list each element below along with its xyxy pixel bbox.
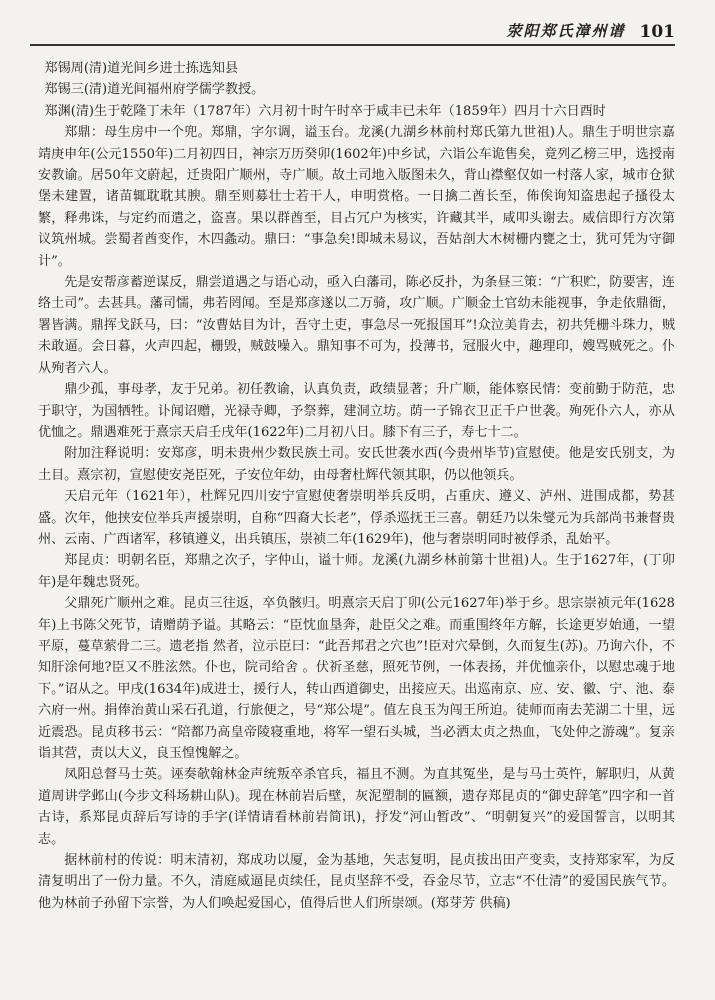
entry-zheng-kunzhen: 郑昆贞：明朝名臣，郑鼎之次子，字仲山，谥十师。龙溪(九湖乡林前第十世祖)人。生于1627年，(丁卯年)是年魏忠贤死。 bbox=[38, 553, 675, 590]
paragraph-annotation: 附加注释说明：安郑彦，明未贵州少数民族土司。安氏世袭水西(今贵州毕节)宣慰使。他是安氏别支，为土目。熹宗初，宣慰使安尧臣死，子安位年幼，由母奢杜辉代领其职，仍以他领兵。 bbox=[38, 446, 675, 483]
entry-zheng-ding: 郑鼎：母生房中一个兜。郑鼎，字尔调，谥玉台。龙溪(九湖乡林前村郑氏第九世祖)人。鼎生于明世宗嘉靖庚申年(公元1550年)二月初四日，神宗万历癸卯(1602年)中乡试，六诣公车诡售矣，竟列乙榜三甲，选授南安教谕。居50年文蔚起，迁贵阳广顺州，寺广顺。故土司地入版图未久，背山襟壑仅如一村落人家，城市仓狱堡未建置，诸苗辄耽耽其腴。鼎至则募壮士若干人，申明赏格。一日擒二酋长至，佈俟询知盗患起子搔役太繁，释弗诛，与定约而遣之，盗喜。果以群酋至，目占冗户为核实，许藏其半，咸叩头谢去。威信即行方次第议筑州城。尝蜀者酋变作，木四螽动。鼎曰：“事急矣!即城未易议，吾姑剖大木树栅内甕之士，犹可凭为守御计”。 bbox=[38, 125, 676, 269]
entry-zheng-xisan: 郑锡三(清)道光间福州府学儒学教授。 bbox=[44, 82, 265, 98]
book-title: 荥阳郑氏漳州谱 bbox=[506, 22, 626, 40]
paragraph-tianqi-history: 天启元年（1621年），杜辉兄四川安宁宣慰使奢崇明举兵反明，占重庆、遵义、泸州、进围成都，势甚盛。次年，他挟安位举兵声援崇明，自称“四裔大长老”，俘杀巡抚王三喜。朝廷乃以朱燮元为兵部尚书兼督贵州、云南、广西诸军，移镇遵义，出兵镇压，崇祯二年(1629年)，他与奢崇明同时被俘杀，乱始平。 bbox=[38, 489, 675, 547]
paragraph-zheng-ding-virtue: 鼎少孤，事母孝，友于兄弟。初任教谕，认真负责，政绩显著；升广顺，能体察民情：变前勤于防范，忠于职守，为国牺牲。讣闻诏赠，光禄寺卿，予祭葬，建洞立坊。荫一子锦衣卫正千户世袭。殉死仆六人，亦从优恤之。鼎遇难死于熹宗天启壬戌年(1622年)二月初八日。膝下有三子，寿七十二。 bbox=[38, 382, 675, 440]
paragraph-an-bangyan-rebellion: 先是安帮彦蓄逆谋反，鼎尝道遇之与语心动，亟入白藩司，陈必反扑，为条昼三策：“广积贮，防要害，连络土司”。去甚具。藩司懦，弗若罔闻。至是郑彦遂以二万骑，攻广顺。广顺金土官幼未能视事，争走依鼎衙，署皆满。鼎挥戈跃马，曰：“汝曹姑目为计，吾守土吏，事急尽一死报国耳”!众泣美肯去，初共凭栅斗珠力，贼未敢逼。会日暮，火声四起，栅毁，贼鼓噪入。鼎知事不可为，投薄书，冠服火中，趣理印，嫂骂贼死之。仆从殉者六人。 bbox=[38, 275, 675, 376]
paragraph-kunzhen-career: 父鼎死广顺州之难。昆贞三往返，卒负骸归。明熹宗天启丁卯(公元1627年)举于乡。思宗崇祯元年(1628年)上书陈父死节，请赠荫予谥。其略云：“臣忱血垦奔，赴臣父之难。而重围终年方解，长途更岁始通，一望平原，蔓草萦骨二三。遗老指 然者，泣示臣曰：“此吾邦君之穴也”!臣对穴晕倒，久而复生(苏)。乃询六仆，不知肝涂何地?臣又不胜泫然。仆也，院司给舍 。伏祈圣慈，照死节例，一体表扬，并优恤亲仆，以慰忠魂于地下。”诏从之。甲戌(1634年)成进士，援行人，转山西道御史，出接应天。出巡南京、应、安、徽、宁、池、泰六府一州。捐俸治黄山采石孔道，行旅便之，号“郑公堤”。值左良玉为闯王所迫。徒师而南去芜湖二十里，远近震恐。昆贞移书云：“陪都乃高皇帝陵寝重地，将军一望石头城，当必洒太贞之热血，飞处仲之游魂”。复亲诣其营，责以大义，良玉惶愧解之。 bbox=[38, 596, 675, 761]
page-body bbox=[38, 58, 675, 914]
page-header bbox=[30, 16, 675, 46]
entry-zheng-xizhou: 郑锡周(清)道光间乡进士拣选知县 bbox=[44, 61, 239, 76]
entry-zheng-yuan: 郑渊(清)生于乾隆丁未年（1787年）六月初十时午时卒于咸丰已未年（1859年）四月十六日酉时 bbox=[44, 103, 606, 119]
paragraph-kunzhen-resignation: 凤阳总督马士英。诬奏欹翰林金声统叛卒杀官兵，福且不测。为直其冤坐，是与马士英忤，解职归，从黄道周讲学邺山(今步文科场耕山队)。现在林前岩后壁，灰泥塑制的匾额，遗存郑昆贞的“御史辞笔”四字和一首古诗，系郑昆贞辞后写诗的手字(详情请看林前岩简讯)，抒发“河山暂改”、“明朝复兴”的爱国誓言，以明其志。 bbox=[38, 767, 675, 847]
paragraph-linqian-legend: 据林前村的传说：明末清初，郑成功以厦，金为基地，矢志复明，昆贞拔出田产变卖，支持郑家军，为反清复明出了一份力量。不久，清庭威逼昆贞续任，昆贞坚辞不受，吞金尽节，立志“不仕清”的爱国民族气节。他为林前子孙留下宗誉，为人们唤起爱国心，值得后世人们所崇颂。(郑芽芳 供稿) bbox=[38, 853, 675, 911]
page-number: 101 bbox=[639, 22, 675, 42]
